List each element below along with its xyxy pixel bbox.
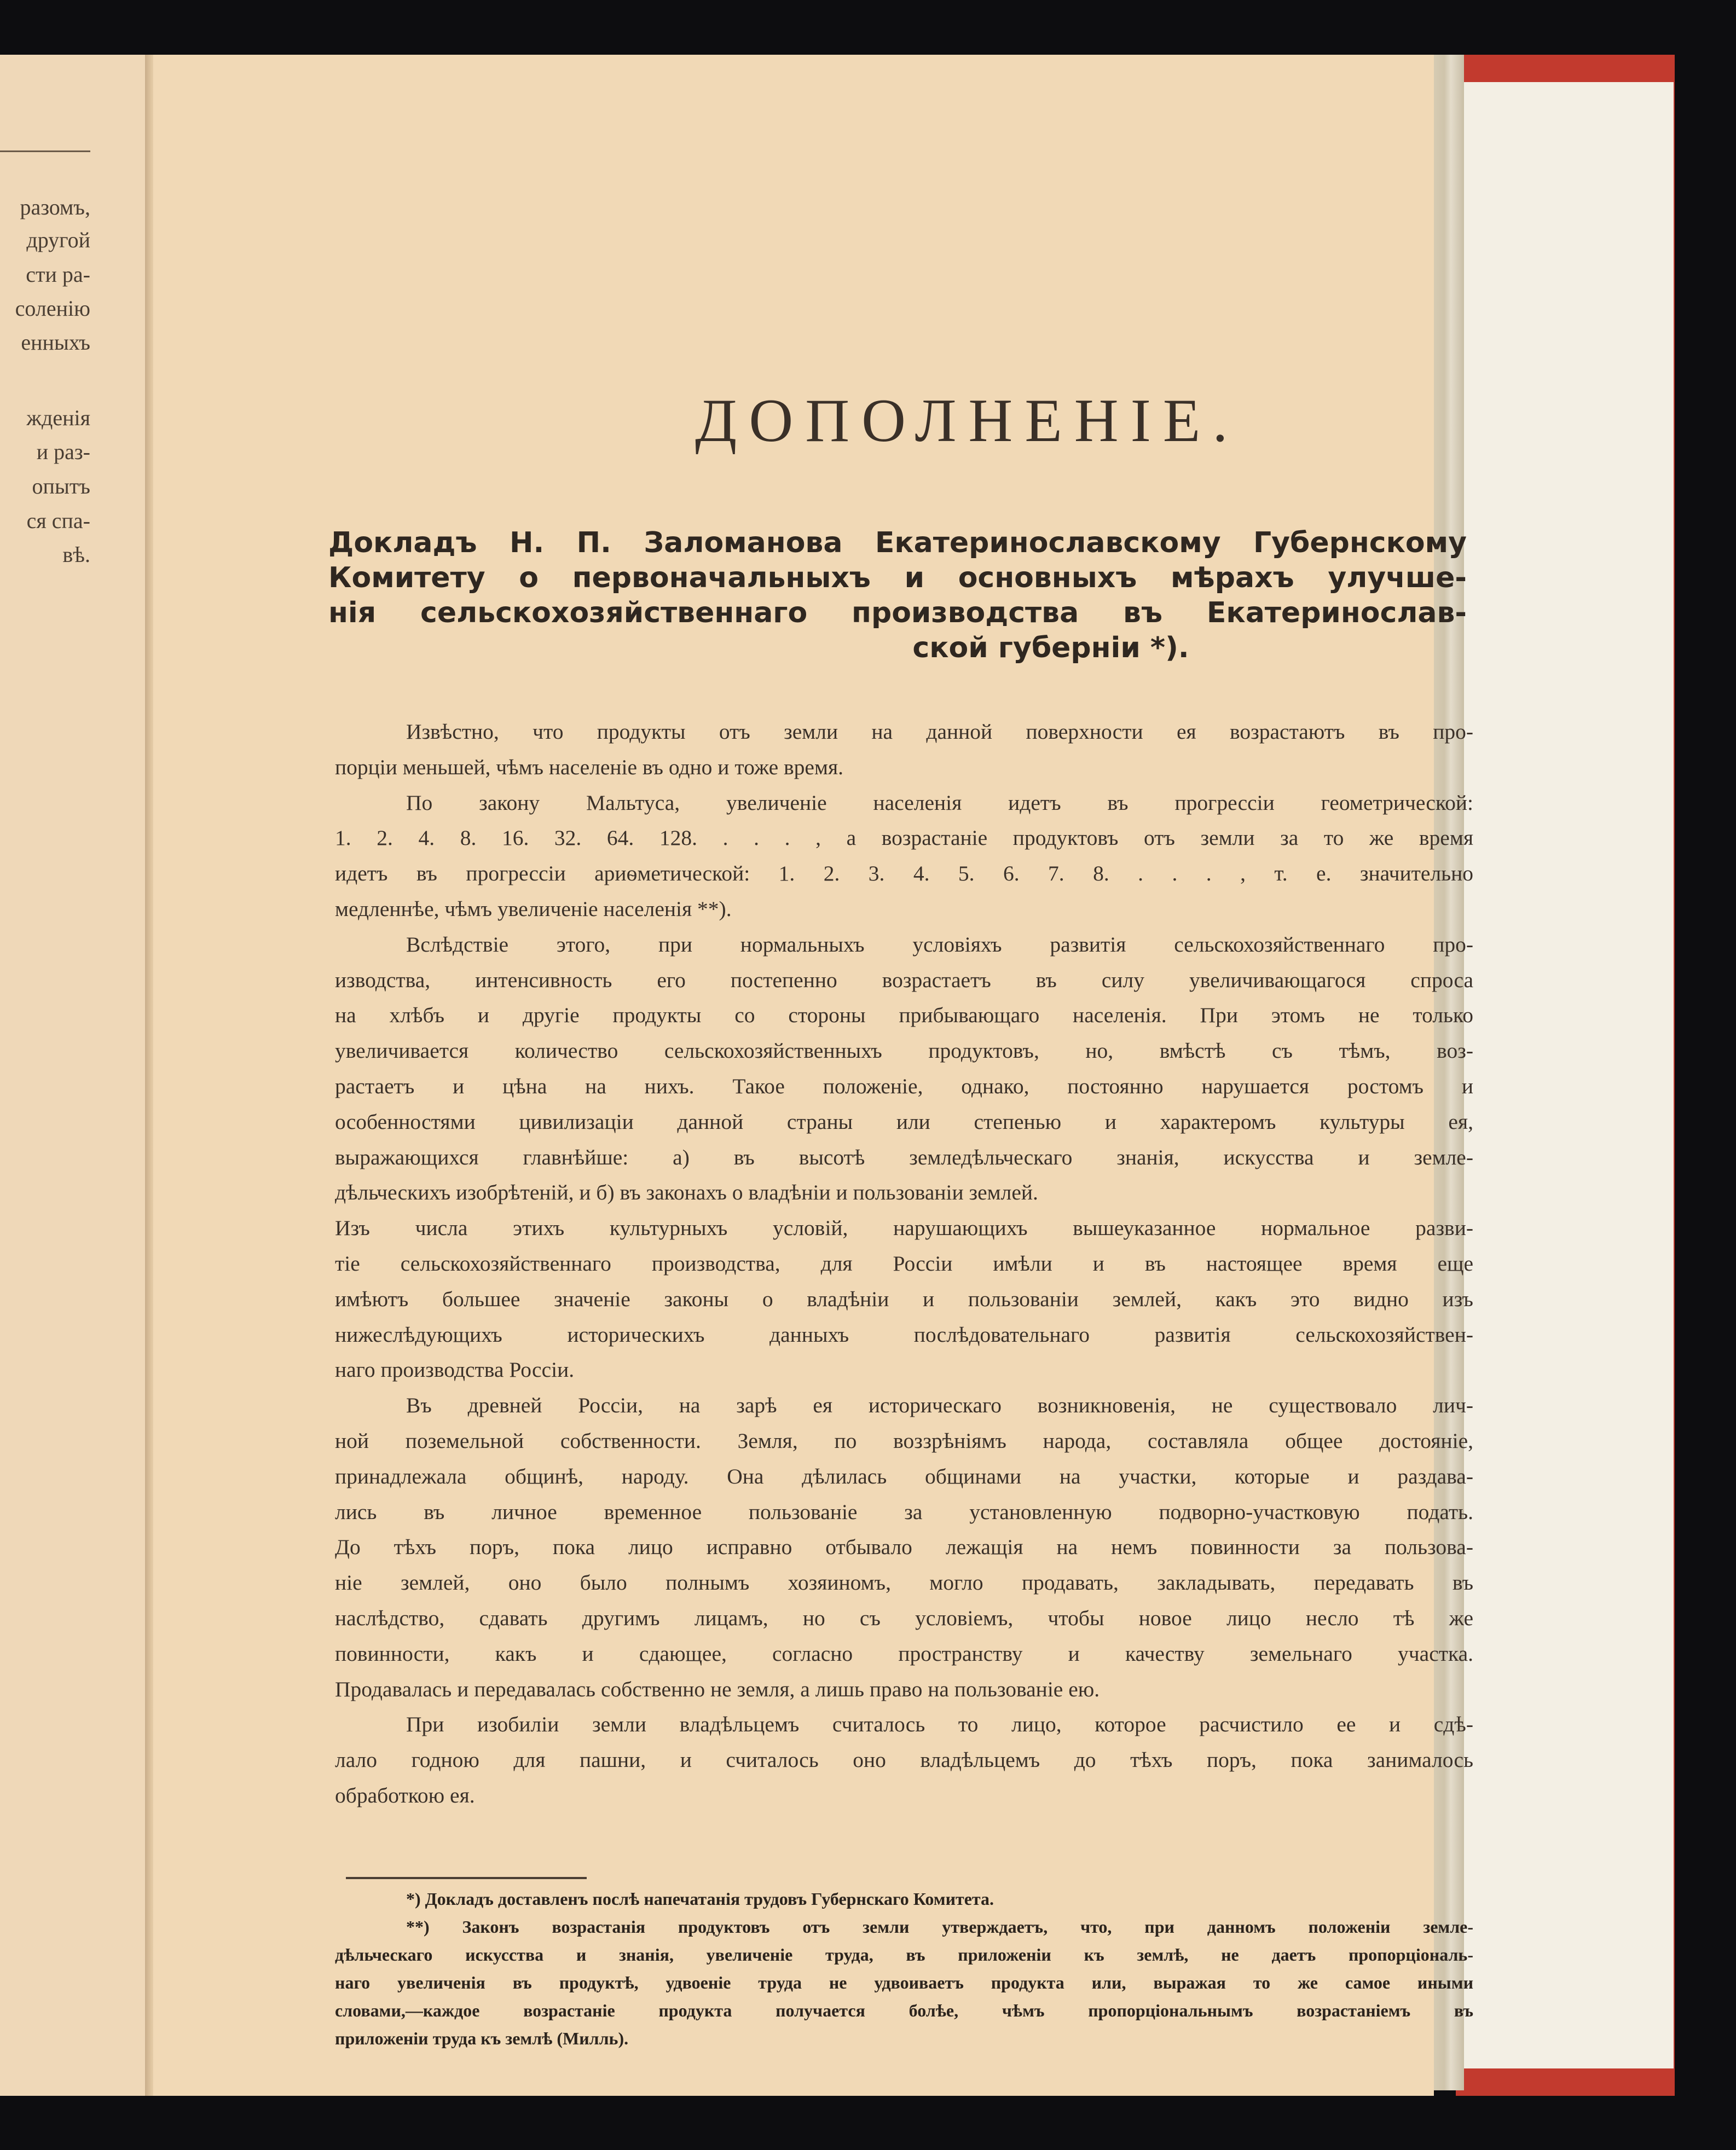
body-line: Продавалась и передавалась собственно не земля, а лишь право на пользованіе ею. (335, 1677, 1100, 1701)
body-line: При изобиліи земли владѣльцемъ считалось то лицо, которое расчистило ее и сдѣ- (406, 1712, 1473, 1737)
body-line: изводства, интенсивность его постепенно возрастаетъ въ силу увеличивающагося спроса (335, 967, 1473, 992)
footnote-line: словами,—каждое возрастаніе продукта получается болѣе, чѣмъ пропорціональнымъ возрастаніемъ въ (335, 2001, 1473, 2020)
body-line: 1. 2. 4. 8. 16. 32. 64. 128. . . . , а возрастаніе продуктовъ отъ земли за то же время (335, 826, 1473, 850)
left-fragment: енныхъ (21, 330, 90, 355)
left-fragment: опытъ (32, 474, 90, 499)
left-fragment: соленію (15, 296, 90, 321)
heading-line: ской губерніи *). (912, 631, 1189, 664)
endpaper (1459, 82, 1674, 2068)
body-line: лись въ личное временное пользованіе за установленную подворно-участковую подать. (335, 1499, 1473, 1524)
body-line: обработкою ея. (335, 1783, 475, 1807)
body-line: принадлежала общинѣ, народу. Она дѣлилась общинами на участки, которые и раздава- (335, 1464, 1473, 1488)
footnote-line: дѣльческаго искусства и знанія, увеличеніе труда, въ приложеніи къ землѣ, не даетъ пропорціональ- (335, 1945, 1473, 1964)
left-fragment: другой (26, 228, 90, 252)
body-line: повинности, какъ и сдающее, согласно пространству и качеству земельнаго участка. (335, 1641, 1473, 1666)
body-line: особенностями цивилизаціи данной страны или степенью и характеромъ культуры ея, (335, 1109, 1473, 1134)
footnote-line: приложеніи труда къ землѣ (Милль). (335, 2029, 629, 2048)
body-line: нижеслѣдующихъ историческихъ данныхъ послѣдовательнаго развитія сельскохозяйствен- (335, 1322, 1473, 1347)
body-line: на хлѣбъ и другіе продукты со стороны прибывающаго населенія. При этомъ не только (335, 1003, 1473, 1028)
body-line: имѣютъ большее значеніе законы о владѣніи и пользованіи землей, какъ это видно изъ (335, 1286, 1473, 1311)
document-page (153, 55, 1473, 2096)
body-text (335, 714, 1473, 1813)
left-fragment: ся спа- (26, 508, 90, 533)
body-line: Изъ числа этихъ культурныхъ условій, нарушающихъ вышеуказанное нормальное разви- (335, 1216, 1473, 1241)
body-line: ной поземельной собственности. Земля, по воззрѣніямъ народа, составляла общее достояніе, (335, 1428, 1473, 1453)
footnote-line: *) Докладъ доставленъ послѣ напечатанія трудовъ Губернскаго Комитета. (406, 1889, 994, 1909)
left-fragment: и раз- (36, 439, 90, 464)
footnote-line: **) Законъ возрастанія продуктовъ отъ земли утверждаетъ, что, при данномъ положеніи земле- (406, 1917, 1473, 1937)
body-line: дѣльческихъ изобрѣтеній, и б) въ законахъ о владѣніи и пользованіи землей. (335, 1180, 1038, 1205)
body-line: наслѣдство, сдавать другимъ лицамъ, но съ условіемъ, чтобы новое лицо несло тѣ же (335, 1606, 1473, 1630)
body-line: лало годною для пашни, и считалось оно владѣльцемъ до тѣхъ поръ, пока занималось (335, 1748, 1473, 1772)
heading-line: Комитету о первоначальныхъ и основныхъ мѣрахъ улучше- (328, 561, 1467, 594)
body-line: Въ древней Россіи, на зарѣ ея историческаго возникновенія, не существовало лич- (406, 1393, 1473, 1418)
footnotes (335, 1885, 1473, 2053)
left-fragment: разомъ, (20, 195, 90, 219)
left-page-rule (0, 150, 90, 152)
body-line: выражающихся главнѣйше: а) въ высотѣ земледѣльческаго знанія, искусства и земле- (335, 1145, 1473, 1169)
body-line: медленнѣе, чѣмъ увеличеніе населенія **). (335, 896, 732, 921)
body-line: растаетъ и цѣна на нихъ. Такое положеніе, однако, постоянно нарушается ростомъ и (335, 1074, 1473, 1098)
heading-line: нія сельскохозяйственнаго производства въ Екатеринослав- (328, 596, 1467, 629)
report-heading (328, 525, 1467, 665)
footnote-separator (346, 1877, 587, 1879)
body-line: До тѣхъ поръ, пока лицо исправно отбывало лежащія на немъ повинности за пользова- (335, 1535, 1473, 1560)
body-line: увеличивается количество сельскохозяйственныхъ продуктовъ, но, вмѣстѣ съ тѣмъ, воз- (335, 1039, 1473, 1063)
body-line: Вслѣдствіе этого, при нормальныхъ условіяхъ развитія сельскохозяйственнаго про- (406, 932, 1473, 957)
body-line: По закону Мальтуса, увеличеніе населенія идетъ въ прогрессіи геометрической: (406, 790, 1473, 815)
body-line: идетъ въ прогрессіи ариѳметической: 1. 2. 3. 4. 5. 6. 7. 8. . . . , т. е. значительно (335, 861, 1473, 886)
body-line: наго производства Россіи. (335, 1358, 575, 1382)
left-fragment: сти ра- (26, 262, 90, 287)
body-line: Извѣстно, что продукты отъ земли на данной поверхности ея возрастаютъ въ про- (406, 720, 1473, 744)
page-title: ДОПОЛНЕНІЕ. (695, 387, 1240, 455)
left-fragment: вѣ. (62, 542, 90, 567)
footnote-line: наго увеличенія въ продуктѣ, удвоеніе труда не удвоиваетъ продукта или, выражая то же самое иными (335, 1973, 1473, 1992)
heading-line: Докладъ Н. П. Заломанова Екатеринославскому Губернскому (328, 526, 1467, 559)
body-line: порціи меньшей, чѣмъ населеніе въ одно и тоже время. (335, 755, 843, 779)
body-line: ніе землей, оно было полнымъ хозяиномъ, могло продавать, закладывать, передавать въ (335, 1571, 1473, 1595)
left-facing-page (0, 55, 148, 2096)
left-fragment: жденія (26, 405, 90, 430)
body-line: тіе сельскохозяйственнаго производства, для Россіи имѣли и въ настоящее время еще (335, 1251, 1473, 1276)
